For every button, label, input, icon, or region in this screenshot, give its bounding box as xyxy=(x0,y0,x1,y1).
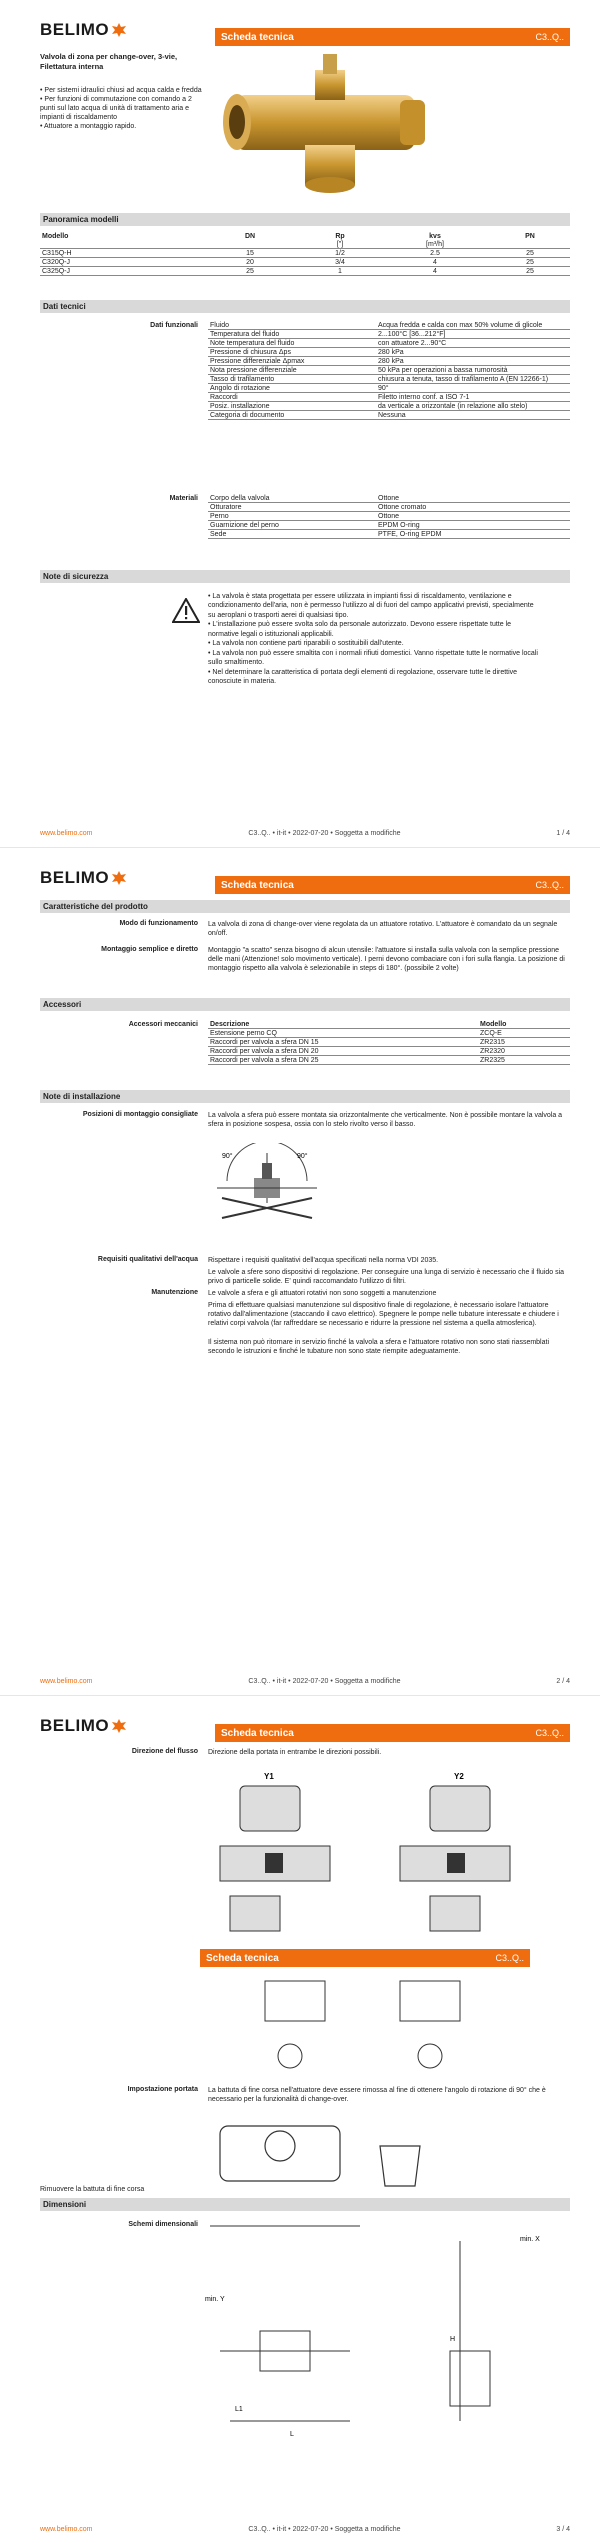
acc-label: Accessori meccanici xyxy=(128,1021,198,1028)
section-dimensions: Dimensioni xyxy=(40,2198,570,2211)
footer-page: 1 / 4 xyxy=(556,830,570,837)
flow-label: Direzione del flusso xyxy=(131,1748,198,1755)
belimo-logo-icon xyxy=(112,1719,126,1733)
belimo-logo: BELIMO xyxy=(40,868,126,888)
section-tech-data: Dati tecnici xyxy=(40,300,570,313)
feature-item: • Attuatore a montaggio rapido. xyxy=(40,122,205,131)
col-header: Modello xyxy=(478,1020,570,1029)
stroke-setting-steps-diagram xyxy=(260,1976,480,2076)
col-header: Descrizione xyxy=(208,1020,478,1029)
mode-text: La valvola di zona di change-over viene regolata da un attuatore rotativo. L'attuatore è comandato da un segnale on/off. xyxy=(208,921,558,938)
belimo-logo-icon xyxy=(112,871,126,885)
water-text: Rispettare i requisiti qualitativi dell'acqua specificati nella norma VDI 2035. xyxy=(208,1257,439,1264)
func-data-label: Dati funzionali xyxy=(150,322,198,329)
footer-page: 3 / 4 xyxy=(556,2526,570,2533)
section-characteristics: Caratteristiche del prodotto xyxy=(40,900,570,913)
dim-h: H xyxy=(450,2336,456,2343)
header-code: C3..Q.. xyxy=(535,880,564,890)
dimension-drawing xyxy=(200,2221,570,2461)
overview-table xyxy=(40,232,570,276)
section-accessories: Accessori xyxy=(40,998,570,1011)
flow-direction-diagram xyxy=(200,1761,530,1936)
table-row: Otturatore Ottone cromato xyxy=(208,503,570,512)
table-row: Note temperatura del fluido con attuatore 2...90°C xyxy=(208,339,570,348)
col-header: PN xyxy=(525,232,535,240)
stroke-text: La battuta di fine corsa nell'attuatore deve essere rimossa al fine di ottenere l'angolo di rotazione di 90° che è necessario per la funzionalità di change-over. xyxy=(208,2087,546,2104)
table-row: Posiz. installazione da verticale a orizzontale (in relazione allo stelo) xyxy=(208,402,570,411)
y1-label: Y1 xyxy=(264,1772,274,1781)
table-row: C315Q-H 15 1/2 2.5 25 xyxy=(40,249,570,258)
col-header: Rp xyxy=(335,232,345,240)
safety-item: • La valvola è stata progettata per essere utilizzata in impianti fissi di riscaldamento, ventilazione e condizionamento dell'aria, non è permesso l'utilizzo al di fuori del campo applicativi previsti, specialmente su aeroplani o trasporti aerei di qualsiasi tipo. xyxy=(208,592,538,620)
dim-x: min. X xyxy=(520,2236,540,2243)
table-row: Guarnizione del perno EPDM O-ring xyxy=(208,521,570,530)
stop-caption: Rimuovere la battuta di fine corsa xyxy=(40,2186,145,2193)
header-title: Scheda tecnica xyxy=(221,31,294,43)
page-2 xyxy=(0,848,600,1695)
func-data-table xyxy=(208,321,570,420)
header-code: C3..Q.. xyxy=(535,32,564,42)
table-row: Pressione differenziale Δpmax 280 kPa xyxy=(208,357,570,366)
header-title: Scheda tecnica xyxy=(221,879,294,891)
table-row: Perno Ottone xyxy=(208,512,570,521)
safety-item: • L'installazione può essere svolta solo da personale autorizzato. Devono essere rispettate tutte le normative legali o istituzionali applicabili. xyxy=(208,620,538,639)
mounting-positions-diagram xyxy=(212,1143,322,1228)
footer xyxy=(40,1678,570,1685)
positions-label: Posizioni di montaggio consigliate xyxy=(82,1111,198,1118)
mount-text: Montaggio "a scatto" senza bisogno di alcun utensile: l'attuatore si installa sulla valvola con la semplice pressione delle mani (Attenzione! solo movimento verticale). I perni devono combaciare con i fori sulla flangia. La posizione di montaggio rispetto alla valvola è selezionabile in steps di 180°. (possibile 2 volte) xyxy=(208,947,565,973)
safety-item: • La valvola non contiene parti riparabili o sostituibili dall'utente. xyxy=(208,639,538,648)
table-row: Nota pressione differenziale 50 kPa per operazioni a bassa rumorosità xyxy=(208,366,570,375)
footer-url[interactable]: www.belimo.com xyxy=(40,2526,93,2533)
belimo-logo: BELIMO xyxy=(40,20,126,40)
y2-label: Y2 xyxy=(454,1772,464,1781)
mount-label: Montaggio semplice e diretto xyxy=(101,946,198,953)
belimo-logo-icon xyxy=(112,23,126,37)
maint-text-1: Le valvole a sfera e gli attuatori rotativi non sono soggetti a manutenzione xyxy=(208,1290,437,1297)
table-row: Raccordi per valvola a sfera DN 25 ZR2325 xyxy=(208,1056,570,1065)
table-row: C325Q-J 25 1 4 25 xyxy=(40,267,570,276)
footer xyxy=(40,2526,570,2533)
mode-label: Modo di funzionamento xyxy=(119,920,198,927)
valve-photo xyxy=(215,50,445,195)
accessories-table xyxy=(208,1020,570,1065)
belimo-logo: BELIMO xyxy=(40,1716,126,1736)
footer-url[interactable]: www.belimo.com xyxy=(40,830,93,837)
table-row: Pressione di chiusura Δps 280 kPa xyxy=(208,348,570,357)
header-code: C3..Q.. xyxy=(535,1728,564,1738)
table-row: Tasso di trafilamento chiusura a tenuta, tasso di trafilamento A (EN 12266-1) xyxy=(208,375,570,384)
maint-text-3: Il sistema non può ritornare in servizio finché la valvola a sfera e l'attuatore rotativo non sono stati riassemblati secondo le istruzioni e finché le tubature non sono state riempite adeguatamente. xyxy=(208,1339,550,1356)
flow-text: Direzione della portata in entrambe le direzioni possibili. xyxy=(208,1749,382,1756)
footer-info: C3..Q.. • it-it • 2022-07-20 • Soggetta a modifiche xyxy=(248,1678,401,1685)
header-title: Scheda tecnica xyxy=(221,1727,294,1739)
table-row: Temperatura del fluido 2...100°C [36...212°F] xyxy=(208,330,570,339)
water-text-2: Le valvole a sfere sono dispositivi di regolazione. Per conseguire una lunga di servizio è necessario che il fluido sia privo di particelle solide. E' quindi raccomandato l'utilizzo di filtri. xyxy=(208,1269,565,1286)
col-header: kvs xyxy=(429,232,441,240)
table-row: Angolo di rotazione 90° xyxy=(208,384,570,393)
maint-text-2: Prima di effettuare qualsiasi manutenzione sul dispositivo finale di regolazione, è necessario isolare l'attuatore rotativo dall'alimentazione (staccando il cavo elettrico). Spegnere le pompe nelle tubature interessate e chiudere i relativi corpi valvola (far raffreddare se necessario e ridurre la pressione nel sistema a quella atmosferica). xyxy=(208,1302,559,1328)
remove-stop-diagram xyxy=(210,2106,450,2191)
materials-table xyxy=(208,494,570,539)
header-bar xyxy=(215,1724,570,1742)
table-row: Raccordi per valvola a sfera DN 20 ZR2320 xyxy=(208,1047,570,1056)
table-row: Fluido Acqua fredda e calda con max 50% volume di glicole xyxy=(208,321,570,330)
table-row: Estensione perno CQ ZCQ-E xyxy=(208,1029,570,1038)
table-row: Corpo della valvola Ottone xyxy=(208,494,570,503)
dim-l: L xyxy=(290,2431,294,2438)
header-bar xyxy=(215,876,570,894)
angle-right-label: 90° xyxy=(297,1153,308,1160)
feature-list xyxy=(40,86,205,131)
col-header: DN xyxy=(244,232,256,240)
unit-cell: ["] xyxy=(300,240,380,249)
unit-cell: [m³/h] xyxy=(380,240,490,249)
feature-item: • Per funzioni di commutazione con comando a 2 punti sul lato acqua di unità di trattamento aria e impianti di riscaldamento xyxy=(40,95,205,122)
product-title: Valvola di zona per change-over, 3-vie, Filettatura interna xyxy=(40,52,178,71)
angle-left-label: 90° xyxy=(222,1153,233,1160)
section-safety: Note di sicurezza xyxy=(40,570,570,583)
footer-info: C3..Q.. • it-it • 2022-07-20 • Soggetta a modifiche xyxy=(248,2526,401,2533)
dim-label: Schemi dimensionali xyxy=(128,2221,198,2228)
safety-list xyxy=(208,592,538,686)
water-label: Requisiti qualitativi dell'acqua xyxy=(97,1256,198,1263)
table-row: Raccordi Filetto interno conf. a ISO 7-1 xyxy=(208,393,570,402)
footer-info: C3..Q.. • it-it • 2022-07-20 • Soggetta a modifiche xyxy=(248,830,401,837)
footer-page: 2 / 4 xyxy=(556,1678,570,1685)
footer-url[interactable]: www.belimo.com xyxy=(40,1678,93,1685)
table-row: Categoria di documento Nessuna xyxy=(208,411,570,420)
footer xyxy=(40,830,570,837)
header-bar-repeat: Scheda tecnica C3..Q.. xyxy=(200,1949,530,1967)
col-header: Modello xyxy=(42,232,69,240)
table-row: Raccordi per valvola a sfera DN 15 ZR2315 xyxy=(208,1038,570,1047)
maintenance-label: Manutenzione xyxy=(151,1289,198,1296)
header-bar xyxy=(215,28,570,46)
safety-item: • Nel determinare la caratteristica di portata degli elementi di regolazione, osservare tutte le direttive conosciute in materia. xyxy=(208,668,538,687)
feature-item: • Per sistemi idraulici chiusi ad acqua calda e fredda xyxy=(40,86,205,95)
stroke-label: Impostazione portata xyxy=(127,2086,198,2093)
dim-y: min. Y xyxy=(205,2296,225,2303)
page-1 xyxy=(0,0,600,847)
table-row: Sede PTFE, O-ring EPDM xyxy=(208,530,570,539)
positions-text: La valvola a sfera può essere montata sia orizzontalmente che verticalmente. Non è possibile montare la valvola a sfera in posizione sospesa, ossia con lo stelo rivolto verso il basso. xyxy=(208,1112,563,1129)
table-row: C320Q-J 20 3/4 4 25 xyxy=(40,258,570,267)
safety-item: • La valvola non può essere smaltita con i normali rifiuti domestici. Vanno rispettate tutte le normative locali sullo smaltimento. xyxy=(208,649,538,668)
warning-icon xyxy=(172,598,200,623)
page-3 xyxy=(0,1696,600,2543)
section-installation: Note di installazione xyxy=(40,1090,570,1103)
materials-label: Materiali xyxy=(169,495,198,502)
dim-l1: L1 xyxy=(235,2406,243,2413)
section-overview: Panoramica modelli xyxy=(40,213,570,226)
